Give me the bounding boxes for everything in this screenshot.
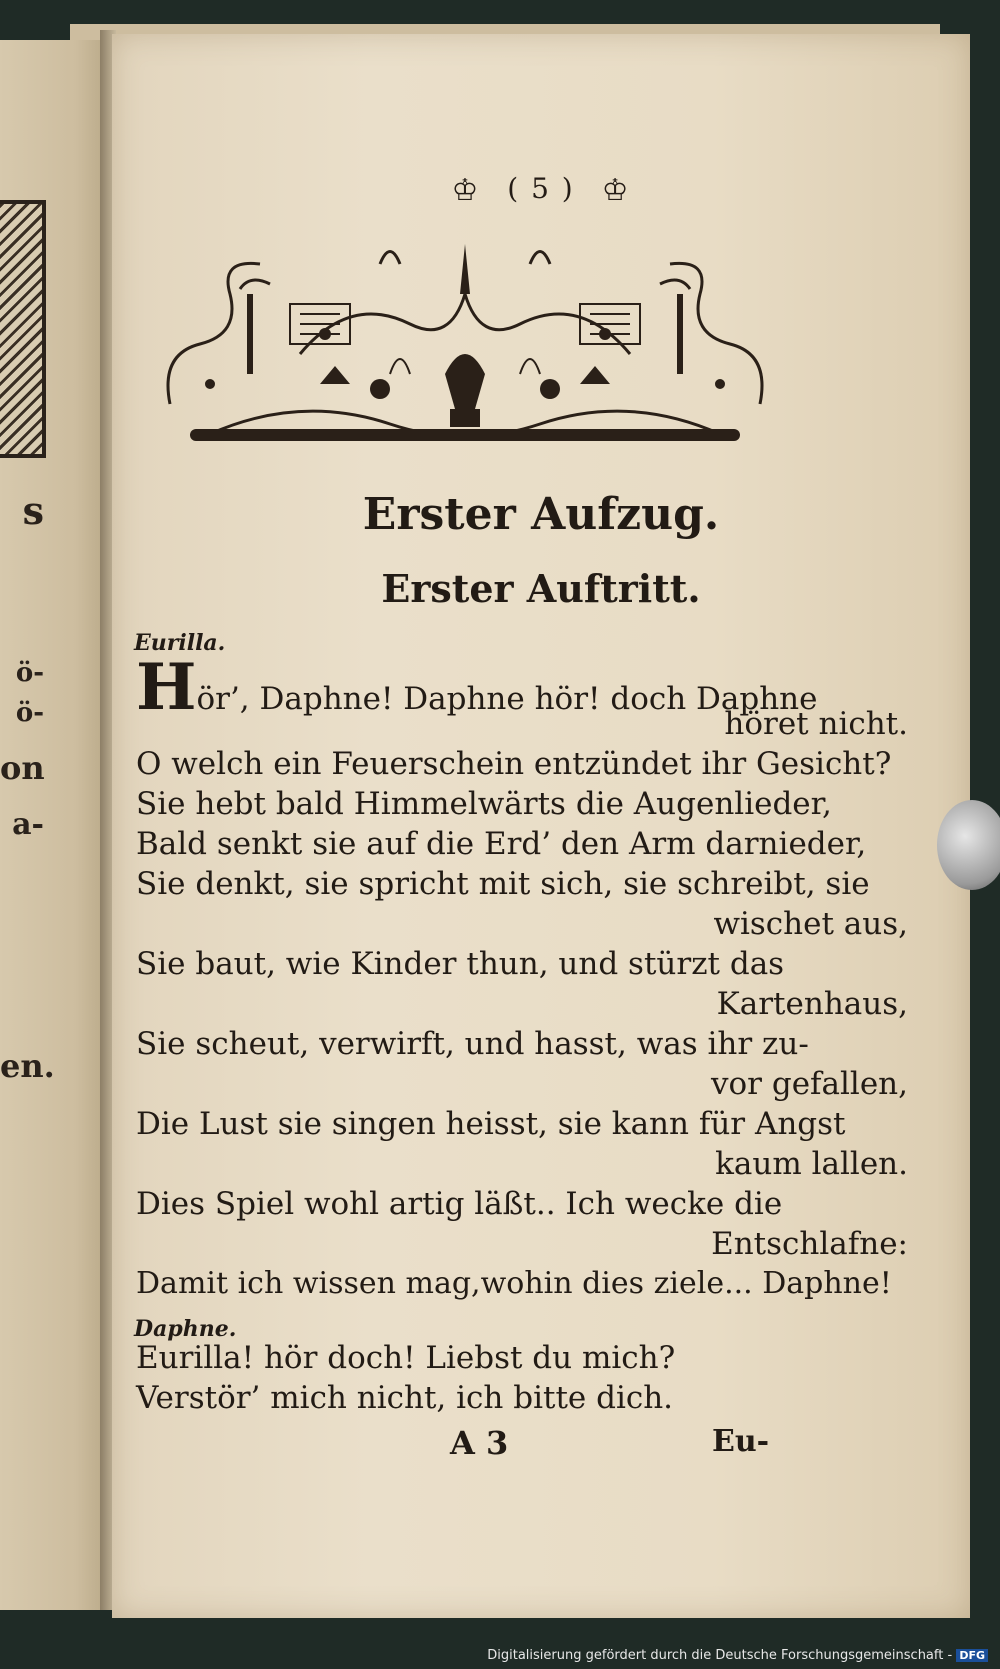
left-text-fragment: ö-	[15, 698, 44, 728]
verse-text: ör’, Daphne! Daphne hör! doch Daphne	[196, 681, 818, 717]
verse-continuation: kaum lallen.	[715, 1146, 908, 1182]
speaker-name: Daphne.	[134, 1316, 237, 1342]
verse-line: Verstör’ mich nicht, ich bitte dich.	[136, 1380, 674, 1416]
drop-cap: H	[136, 650, 197, 725]
verse-line: Bald senkt sie auf die Erd’ den Arm darnieder,	[136, 826, 867, 862]
left-text-fragment: s	[22, 488, 44, 533]
signature-mark: A 3	[450, 1424, 509, 1462]
verse-line: O welch ein Feuerschein entzündet ihr Gesicht?	[136, 746, 892, 782]
left-woodcut-fragment	[0, 200, 46, 458]
verse-continuation: Kartenhaus,	[716, 986, 908, 1022]
verse-continuation: Entschlafne:	[711, 1226, 908, 1262]
verse-line: Damit ich wissen mag,wohin dies ziele... Daphne!	[136, 1266, 892, 1301]
verse-continuation: höret nicht.	[724, 706, 908, 742]
verse-line: Sie hebt bald Himmelwärts die Augenlieder,	[136, 786, 832, 822]
running-header	[112, 172, 970, 208]
book-page	[112, 34, 970, 1618]
speaker-name: Eurilla.	[134, 630, 226, 656]
page-clip	[937, 800, 1000, 890]
credit-text: Digitalisierung gefördert durch die Deutsche Forschungsgemeinschaft -	[487, 1648, 953, 1663]
verse-line: Die Lust sie singen heisst, sie kann für Angst	[136, 1106, 846, 1142]
verse-line: Eurilla! hör doch! Liebst du mich?	[136, 1340, 676, 1376]
left-text-fragment: on	[0, 749, 45, 787]
left-text-fragment: en.	[0, 1047, 55, 1085]
catchword: Eu-	[712, 1424, 770, 1459]
dfg-logo: DFG	[956, 1649, 988, 1662]
crown-icon: ♔	[601, 173, 631, 208]
verse-line: Sie baut, wie Kinder thun, und stürzt das	[136, 946, 785, 982]
act-heading: Erster Aufzug.	[362, 489, 720, 540]
left-facing-page	[0, 40, 108, 1610]
digitization-credit	[487, 1648, 988, 1663]
verse-line	[136, 650, 818, 725]
page-number: ( 5 )	[507, 172, 575, 205]
decorative-headpiece-ornament	[150, 234, 780, 459]
left-text-fragment: a-	[12, 807, 44, 842]
crown-icon: ♔	[451, 173, 481, 208]
scene-heading: Erster Auftritt.	[381, 566, 701, 611]
verse-line: Sie scheut, verwirft, und hasst, was ihr zu-	[136, 1026, 809, 1062]
verse-line: Dies Spiel wohl artig läßt.. Ich wecke die	[136, 1186, 783, 1222]
verse-line: Sie denkt, sie spricht mit sich, sie schreibt, sie	[136, 866, 870, 902]
verse-continuation: wischet aus,	[713, 906, 908, 942]
left-text-fragment: ö-	[15, 658, 44, 688]
verse-continuation: vor gefallen,	[711, 1066, 908, 1102]
